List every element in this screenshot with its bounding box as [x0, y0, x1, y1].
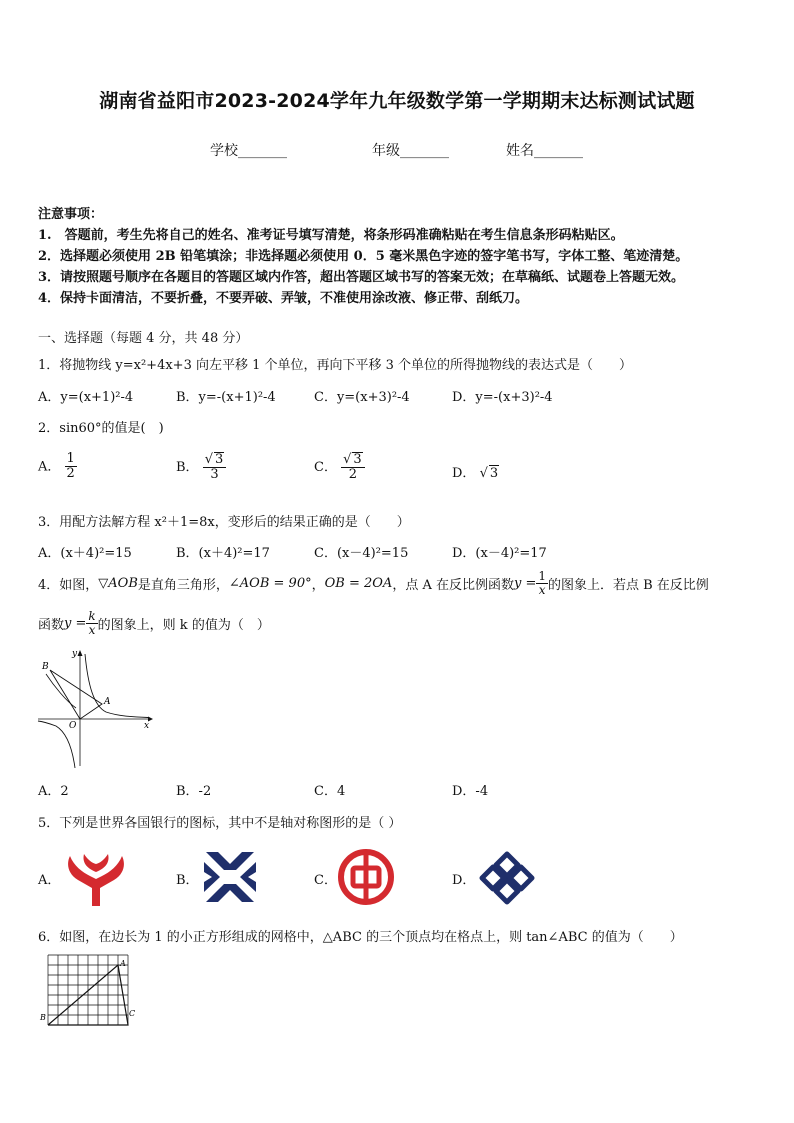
q2-option-b: [176, 452, 226, 483]
note-item: 3．请按照题号顺序在各题目的答题区域内作答，超出答题区域书写的答案无效；在草稿纸、试题卷上答题无效。: [38, 270, 685, 285]
q4-option-b: B．-2: [176, 784, 212, 799]
radicand: 3: [215, 452, 224, 467]
logo-d-shape: [482, 854, 532, 902]
q4-option-a: A．2: [38, 784, 69, 799]
numerator: 1: [538, 569, 546, 583]
logo-a-top: [84, 854, 109, 872]
label-b: B: [42, 662, 49, 672]
q2-option-a: [38, 452, 77, 482]
fraction: [86, 610, 97, 637]
logo-b-shape: [204, 852, 256, 902]
option-label: A．: [38, 459, 61, 475]
q5-option-a: A．: [38, 873, 61, 888]
q4-option-d: D．-4: [452, 784, 489, 799]
section-heading: 一、选择题（每题 4 分，共 48 分）: [38, 331, 249, 346]
radicand: 3: [489, 466, 499, 481]
bank-logo-b-icon: [202, 850, 258, 904]
note-item: 1. 答题前，考生先将自己的姓名、准考证号填写清楚，将条形码准确粘贴在考生信息条形码粘贴区。: [38, 228, 624, 243]
numerator: √ 3: [203, 452, 227, 468]
denominator: x: [538, 583, 546, 598]
q4-figure: [36, 646, 156, 772]
q4-text: 函数: [38, 618, 65, 634]
notes-heading: 注意事项：: [38, 207, 104, 222]
note-item: 2．选择题必须使用 2B 铅笔填涂；非选择题必须使用 0．5 毫米黑色字迹的签字笔书写，字体工整、笔迹清楚。: [38, 249, 689, 264]
q4-text: 的图象上，则 k 的值为（ ）: [97, 618, 270, 634]
q3-option-d: D．(x－4)²=17: [452, 546, 547, 561]
fraction: [203, 452, 227, 483]
fraction: [536, 570, 548, 597]
q1-option-d: D．y=-(x+3)²-4: [452, 390, 553, 405]
q4-text: 是直角三角形，: [137, 578, 229, 594]
q3-option-a: A．(x＋4)²=15: [38, 546, 132, 561]
q4-ratio: OB = 2OA: [324, 576, 393, 592]
radicand: 3: [353, 452, 362, 467]
hyperbola-branch-right: [85, 654, 148, 718]
grade-field: 年级_______: [372, 143, 449, 159]
option-label: B．: [176, 459, 199, 475]
q1-option-b: B．y=-(x+1)²-4: [176, 390, 276, 405]
q2-option-d: D． √ 3: [452, 466, 499, 481]
q4-option-c: C．4: [314, 784, 346, 799]
bank-logo-c-icon: [338, 849, 394, 905]
bank-logo-a-icon: [64, 850, 128, 908]
q1-option-a: A．y=(x+1)²-4: [38, 390, 134, 405]
q6-grid-figure: [38, 950, 138, 1030]
q4-function: y =: [513, 576, 537, 592]
numerator: √ 3: [341, 452, 365, 468]
question-3-stem: 3．用配方法解方程 x²＋1=8x，变形后的结果正确的是（ ）: [38, 515, 410, 530]
option-label: C．: [314, 459, 337, 475]
q4-function: y =: [64, 616, 87, 632]
label-c: C: [129, 1009, 136, 1018]
fraction: [65, 452, 77, 482]
denominator: 2: [66, 466, 75, 482]
label-a: A: [104, 697, 111, 707]
triangle-aob: [50, 670, 102, 719]
question-2-stem: 2．sin60°的值是( ): [38, 421, 164, 436]
q3-option-b: B．(x＋4)²=17: [176, 546, 270, 561]
q4-triangle: ▽AOB: [98, 576, 138, 592]
q4-text: 4．如图，: [38, 578, 99, 594]
q2-option-c: [314, 452, 365, 483]
label-x: x: [144, 721, 150, 731]
denominator: 3: [210, 467, 219, 483]
q4-text: ，点 A 在反比例函数: [392, 578, 514, 594]
q5-option-c: C．: [314, 873, 337, 888]
name-field: 姓名_______: [506, 143, 583, 159]
note-item: 4．保持卡面清洁，不要折叠，不要弄破、弄皱，不准使用涂改液、修正带、刮纸刀。: [38, 291, 529, 306]
q5-option-d: D．: [452, 873, 476, 888]
logo-c-bar: [364, 852, 369, 902]
label-a: A: [120, 959, 126, 968]
q4-angle: ∠AOB = 90°: [228, 576, 312, 592]
school-field: 学校_______: [210, 143, 287, 159]
q4-text: ，: [311, 578, 325, 594]
label-o: O: [69, 721, 77, 731]
option-label: D．: [452, 466, 476, 481]
hyperbola-k: [46, 674, 76, 708]
numerator: k: [88, 609, 96, 623]
q5-option-b: B．: [176, 873, 199, 888]
logo-a-shape: [68, 856, 124, 906]
q1-option-c: C．y=(x+3)²-4: [314, 390, 410, 405]
question-6-stem: 6．如图，在边长为 1 的小正方形组成的网格中，△ABC 的三个顶点均在格点上，则 tan∠ABC 的值为（ ）: [38, 930, 683, 945]
question-4-stem-line2: [38, 610, 270, 637]
fraction: [341, 452, 365, 483]
q4-text: 的图象上．若点 B 在反比例: [547, 578, 709, 594]
y-axis-arrow: [78, 650, 83, 656]
numerator: 1: [66, 451, 75, 466]
page-title: 湖南省益阳市2023-2024学年九年级数学第一学期期末达标测试试题: [99, 90, 695, 112]
question-4-stem: [38, 570, 709, 597]
question-1-stem: 1．将抛物线 y=x²+4x+3 向左平移 1 个单位，再向下平移 3 个单位的所得抛物线的表达式是（ ）: [38, 358, 633, 373]
bank-logo-d-icon: [476, 850, 538, 906]
question-5-stem: 5．下列是世界各国银行的图标，其中不是轴对称图形的是（ ）: [38, 816, 402, 831]
label-b: B: [40, 1013, 46, 1022]
denominator: 2: [348, 467, 358, 483]
q3-option-c: C．(x－4)²=15: [314, 546, 409, 561]
label-y: y: [72, 649, 78, 659]
denominator: x: [88, 623, 96, 638]
